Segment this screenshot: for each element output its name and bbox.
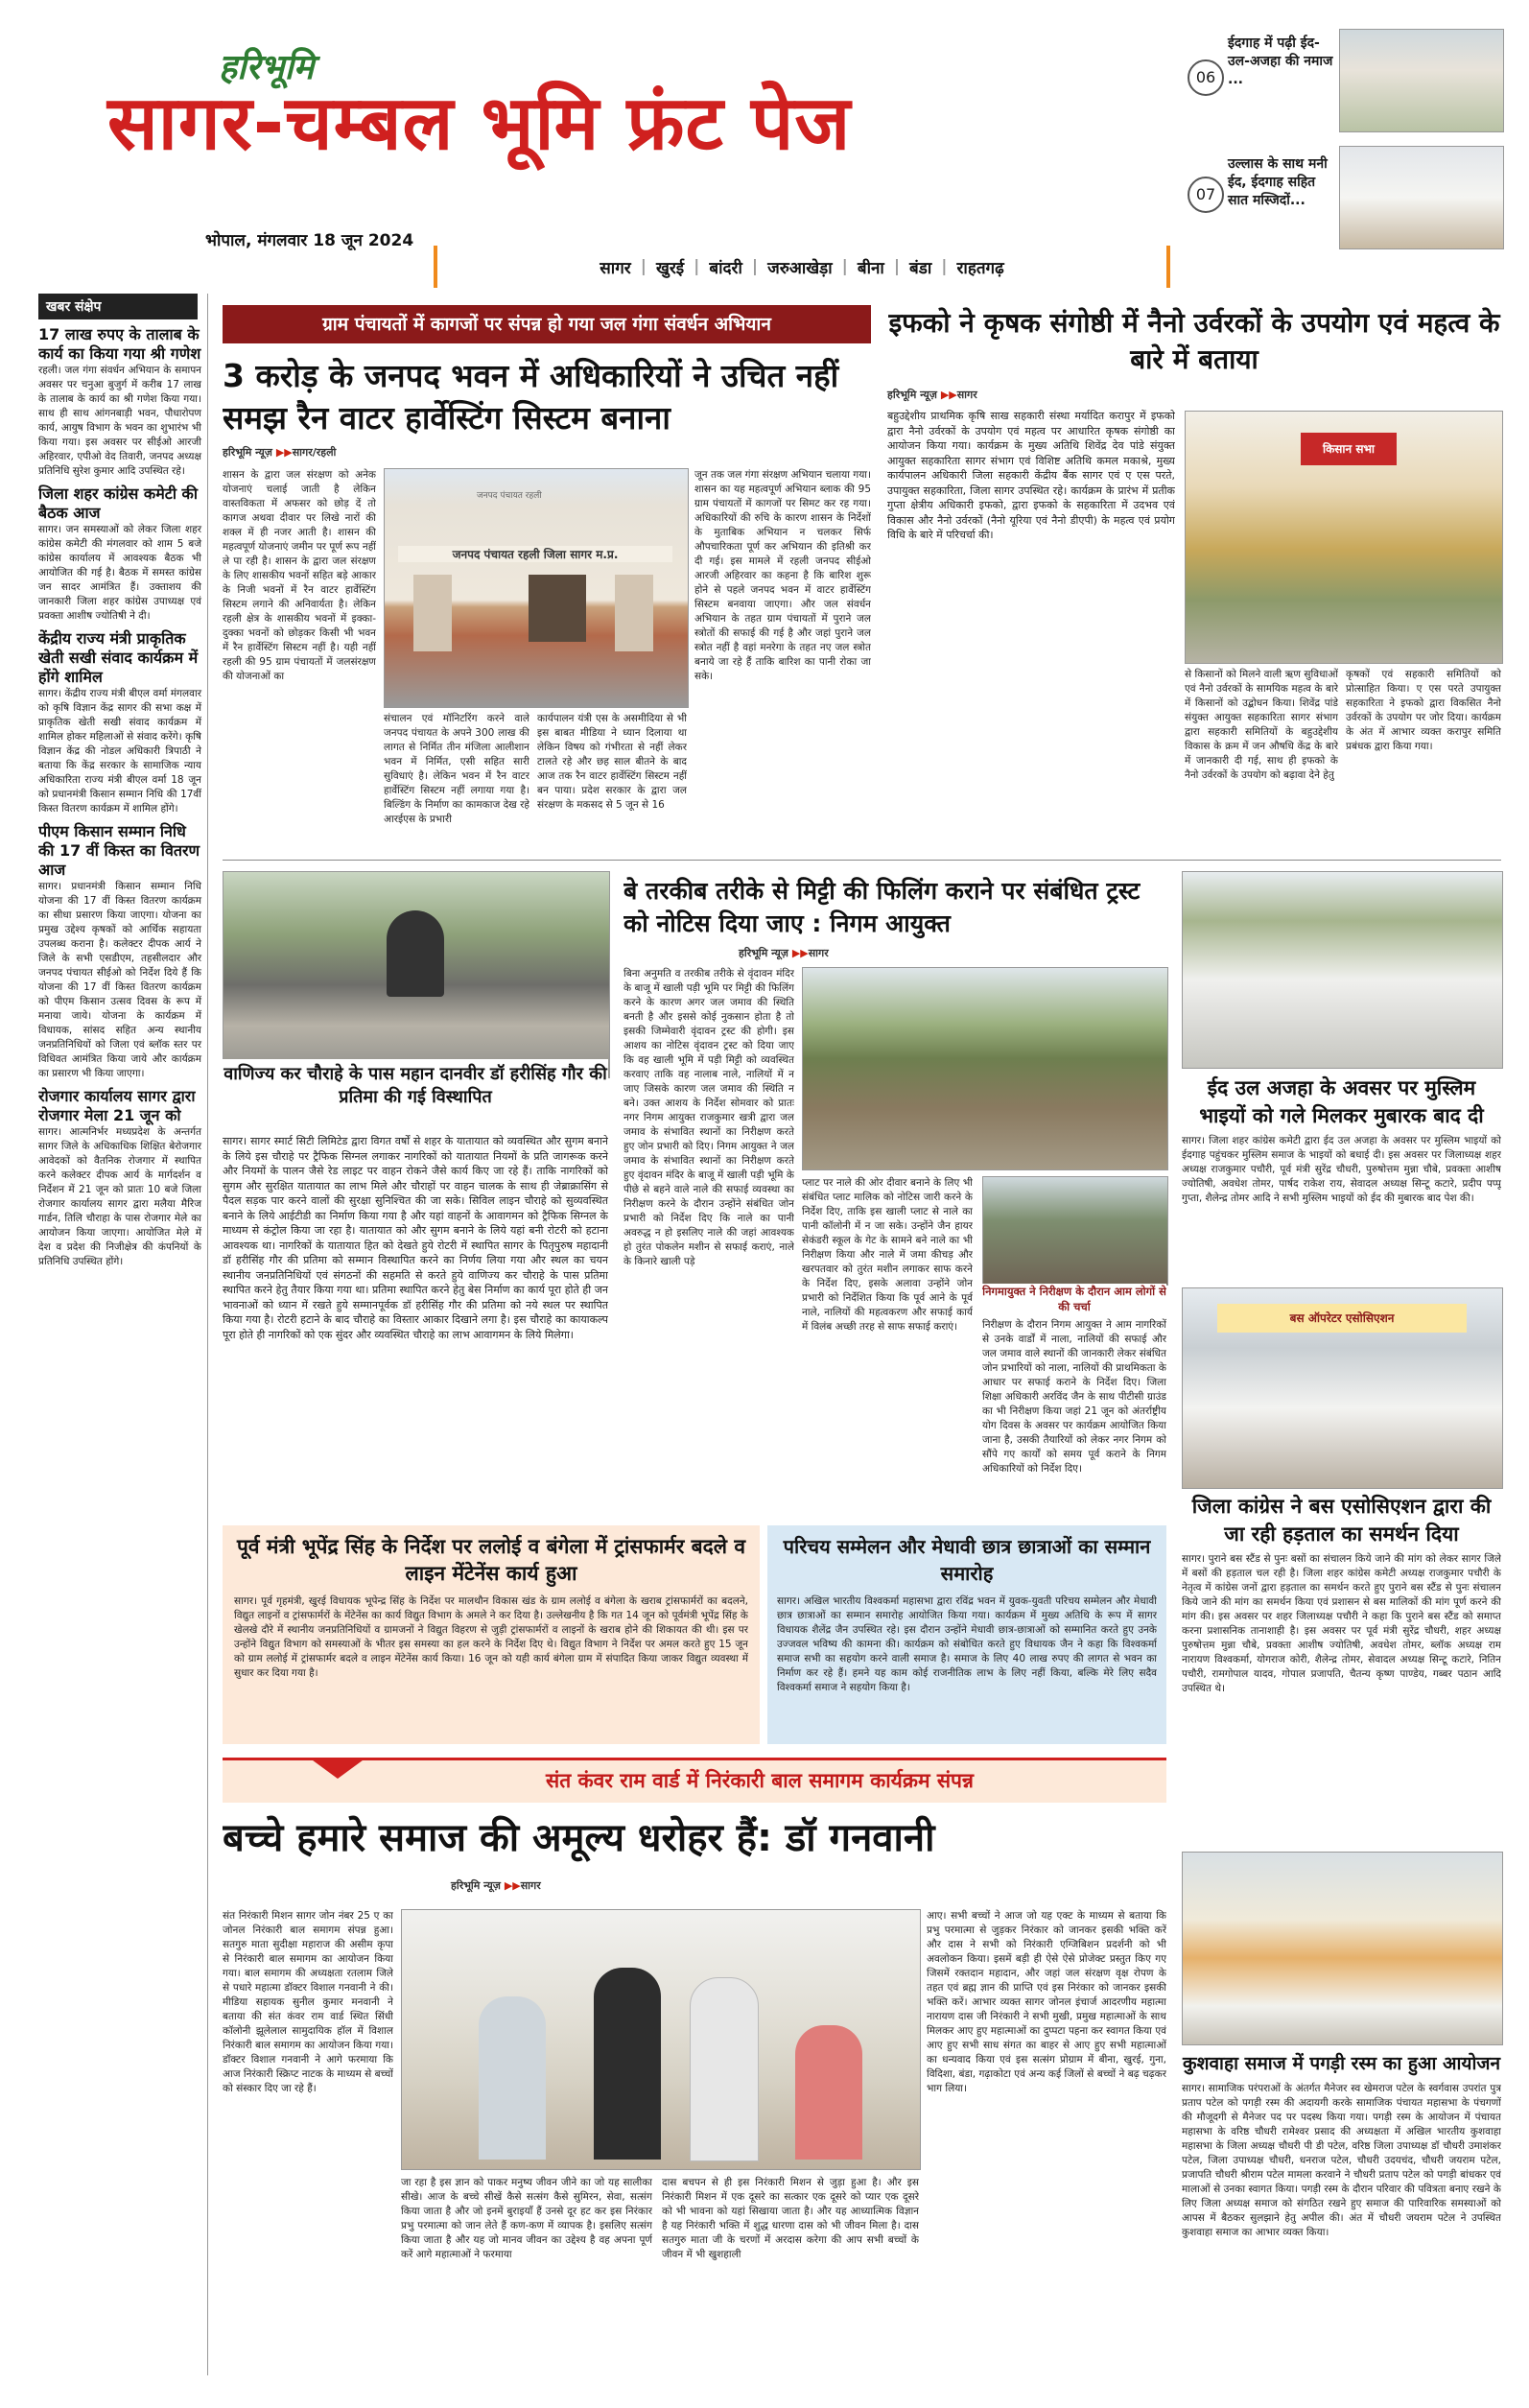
teaser-text: उल्लास के साथ मनी ईद, ईदगाह सहित सात मस्जिदों... (1228, 156, 1328, 208)
banner-text: संत कंवर राम वार्ड में निरंकारी बाल समागम कार्यक्रम संपन्न (546, 1769, 974, 1792)
brief-body: सागर। जन समस्याओं को लेकर जिला शहर कांग्रेस कमेटी की मंगलवार को शाम 5 बजे कांग्रेस कार्यालय में आवश्यक बैठक भी आयोजित की गई है। बैठक में समस्त कांग्रेस जन सादर आमंत्रित हैं। उक्ताशय की जानकारी जिला शहर कांग्रेस उपाध्यक्ष एवं प्रवक्ता आशीष ज्योतिषी ने दी। (38, 524, 201, 622)
brief-title: जिला शहर कांग्रेस कमेटी की बैठक आज (38, 484, 198, 522)
bus-strike-photo (1182, 1287, 1503, 1489)
story-column: शासन के द्वारा जल संरक्षण को अनेक योजनाएं चलाई जाती है लेकिन वास्तविकता में अफसर को छोड़ दें तो कागज अथवा दीवार पर लिखे नारों की शक्ल में ही नजर आती है। शासन की महत्वपूर्ण योजनाएं जमीन पर पूर्ण रूप नहीं ले पा रही है। शासन के द्वारा जल संरक्षण के लिए शासकीय भवनों सहित बड़े आकार के निजी भवनों में रैन वाटर हार्वेस्टिंग सिस्टम लगाने की अनिवार्यता है। लेकिन रहली क्षेत्र के शासकीय भवनों में इक्का-दुक्का भवनों को छोड़कर किसी भी भवन में रैन हार्वेस्टिंग सिस्टम नहीं है। यही नहीं रहली की 95 ग्राम पंचायतों में जलसंरक्षण की योजनाओं का (223, 469, 376, 682)
story-column: संचालन एवं मॉनिटरिंग करने वाले जनपद पंचायत के अपने 300 लाख की लागत से निर्मित तीन मंजिला आलीशान भवन में निर्मित, एसी सहित सारी सुविधाएं है। लेकिन भवन में रैन वाटर हार्वेस्टिंग सिस्टम नहीं लगाया गया है। बिल्डिंग के निर्माण का कामकाज देख रहे आरईएस के प्रभारी (384, 713, 529, 825)
story-column: आए। सभी बच्चों ने आज जो यह एक्ट के माध्यम से बताया कि प्रभु परमात्मा से जुड़कर निरंकार को जानकर इसकी भक्ति करें और दास ने सभी को निरंकारी एग्जिबिशन प्रदर्शनी को भी अवलोकन किया। इसमें बड़ी ही ऐसे ऐसे प्रोजेक्ट प्रस्तुत किए गए जिसमें रक्तदान महादान, और जहां जल संरक्षण वृक्ष रोपण के तहत एवं ब्रह्म ज्ञान की प्राप्ति एवं इस निरंकार को जानकर इसकी भक्ति करें। आभार व्यक्त सागर जोनल इंचार्ज आदरणीय महात्मा नारायण दास जी निरंकारी ने सभी मुखी, प्रमुख महात्माओं के साथ मिलकर आए हुए महात्माओं का दुप्पटा पहना कर स्वागत किया एवं आए हुए सभी साध संगत का बाहर से आए हुए सभी महात्माओं का धन्यवाद किया एवं इस सत्संग प्रोग्राम में बीना, खुरई, गुना, विदिशा, बंडा, गढ़ाकोटा एवं अन्य कई जिलों से बच्चों ने बढ़ चढ़कर भाग लिया। (927, 1910, 1166, 2094)
brief-title: रोजगार कार्यालय सागर द्वारा रोजगार मेला 21 जून को (38, 1087, 196, 1124)
brief-title: केंद्रीय राज्य मंत्री प्राकृतिक खेती सखी संवाद कार्यक्रम में होंगे शामिल (38, 629, 199, 686)
teaser-box[interactable] (1188, 29, 1504, 132)
section-item[interactable]: जरुआखेड़ा (767, 258, 833, 278)
section-item[interactable]: बांदरी (709, 258, 742, 278)
seminar-photo (1185, 411, 1503, 664)
story-headline[interactable]: कुशवाहा समाज में पगड़ी रस्म का हुआ आयोजन (1182, 2053, 1501, 2074)
brief-body: सागर। प्रधानमंत्री किसान सम्मान निधि योजना की 17 वीं किस्त वितरण कार्यक्रम का सीधा प्रसारण किया जाएगा। योजना का प्रमुख उद्देश्य कृषकों को आर्थिक सहायता उपलब्ध कराना है। कलेक्टर दीपक आर्य ने जिले के सभी एसडीएम, तहसीलदार और जनपद पंचायत सीईओ को निर्देश दिये हैं कि योजना की 17 वीं किस्त वितरण कार्यक्रम को पीएम किसान उत्सव दिवस के रूप में मनाया जाये। योजना के कार्यक्रम में विधायक, सांसद सहित अन्य स्थानीय जनप्रतिनिधियों को जिला एवं ब्लॉक स्तर पर विधिवत आमंत्रित किया जाये और कार्यक्रम का प्रसारण भी किया जाएगा। (38, 881, 201, 1079)
teaser-number: 06 (1188, 59, 1224, 96)
briefs-label: खबर संक्षेप (38, 294, 198, 319)
story-headline[interactable]: वाणिज्य कर चौराहे के पास महान दानवीर डॉ हरीसिंह गौर की प्रतिमा की गई विस्थापित (223, 1059, 608, 1113)
story-column: कार्यपालन यंत्री एस के असमीदिया से भी इस बाबत मीडिया ने ध्यान दिलाया था लेकिन विषय को गंभीरता से नहीं लेकर टालते रहे और छह साल बीतने के बाद आज तक रैन वाटर हार्वेस्टिंग सिस्टम नहीं बन पाया। प्रदेश सरकार के द्वारा जल संरक्षण के मकसद से 5 जून से 16 (537, 713, 687, 811)
brief-body: सागर। केंद्रीय राज्य मंत्री बीएल वर्मा मंगलवार को कृषि विज्ञान केंद्र सागर की सभा कक्ष में प्राकृतिक खेती सखी संवाद कार्यक्रम में शामिल होकर महिलाओं से संवाद करेंगे। कृषि विज्ञान केंद्र की नोडल अधिकारी त्रिपाठी ने बताया कि केंद्र सरकार के सामाजिक न्याय अधिकारिता राज्य मंत्री बीएल वर्मा 18 जून को प्रधानमंत्री किसान सम्मान निधि की 17वीं किस्त वितरण कार्यक्रम में शामिल होंगे। (38, 688, 201, 814)
story-headline[interactable]: 3 करोड़ के जनपद भवन में अधिकारियों ने उचित नहीं समझ रैन वाटर हार्वेस्टिंग सिस्टम बनाना (223, 357, 839, 437)
story-column: बहुउद्देशीय प्राथमिक कृषि साख सहकारी संस्था मर्यादित करापुर में इफको द्वारा नैनो उर्वरकों के उपयोग एवं महत्व पर आधारित कृषक संगोष्ठी का आयोजन किया गया। कार्यक्रम के मुख्य अतिथि शिवेंद्र देव पांडे संयुक्त आयुक्त सहकारिता सागर संभाग एवं विशिष्ट अतिथि कमल मकाश्रे, मुख्य कार्यपालन अधिकारी जिला सहकारी केंद्रीय बैंक सागर एवं ए एस परते, उपायुक्त सहकारिता, जिला सागर उपस्थित रहे। कार्यक्रम के प्रारंभ में प्रतीक गुप्ता क्षेत्रीय अधिकारी इफको, द्वारा इफको के सहकारिता में उदभव एवं विकास और नैनो उर्वरकों (नैनो यूरिया एवं नैनो डीएपी) के महत्व एवं प्रयोग विधि के बारे में परिचर्चा की। (887, 410, 1175, 541)
eid-photo (1182, 871, 1503, 1069)
samagam-photo (401, 1909, 921, 2170)
brand-logo: हरिभूमि (219, 48, 315, 87)
edition-date: भोपाल, मंगलवार 18 जून 2024 (205, 231, 414, 250)
byline: हरिभूमि न्यूज़ ▶▶सागर (451, 1879, 541, 1892)
story-headline[interactable]: पूर्व मंत्री भूपेंद्र सिंह के निर्देश पर ललोई व बंगेला में ट्रांसफार्मर बदले व लाइन मेंटेनेंस कार्य हुआ (236, 1535, 746, 1585)
section-nav: सागर | खुरई | बांदरी | जरुआखेड़ा | बीना | बंडा | राहतगढ़ (434, 246, 1170, 288)
photo-caption: निगमायुक्त ने निरीक्षण के दौरान आम लोगों से की चर्चा (982, 1285, 1166, 1313)
story-column: जा रहा है इस ज्ञान को पाकर मनुष्य जीवन जीने का जो यह सालीका सीखे। आज के बच्चे सीखें कैसे सत्संग कैसे सुमिरन, सेवा, सत्संग किया जाता है और जो इनमें बुराइयाँ हैं उनसे दूर हट कर इस निरंकार प्रभु परमात्मा को जान लेते हैं कण-कण में व्यापक है। इसलिए सत्संग किया जाता है और यह जो मानव जीवन का उद्देश्य है वह अपना पूर्ण करें आगे महात्माओं ने फरमाया (401, 2177, 652, 2260)
teaser-text: ईदगाह में पढ़ी ईद-उल-अजहा की नमाज ... (1228, 35, 1333, 87)
story-body: सागर। पुराने बस स्टैंड से पुनः बसों का संचालन किये जाने की मांग को लेकर सागर जिले में बसों की हड़ताल चल रही है। जिला शहर कांग्रेस कमेटी अध्यक्ष राजकुमार पचौरी के नेतृत्व में कांग्रेस जनों द्वारा हड़ताल का समर्थन करते हुए पुराने बस स्टैंड से पुनः संचालन किये जाने की मांग का समर्थन किया एवं प्रशासन से बस मालिकों की मांग पूर्ण करने की मांग की। इस अवसर पर शहर जिलाध्यक्ष पचौरी ने कहा कि पुराने बस स्टैंड को समाप्त करना प्रशासनिक तानाशाही है। इस अवसर पर पूर्व मंत्री सुरेंद्र चौधरी, शहर अध्यक्ष पुरुषोत्तम मुन्ना चौबे, प्रवक्ता आशीष ज्योतिषी, अवधेश तोमर, ब्लॉक अध्यक्ष राम नारायण विश्वकर्मा, योगराज कोरी, शैलेन्द्र तोमर, सेवादल अध्यक्ष सिन्टू कटारे, नितिन पचौरी, रामगोपाल यादव, गोपाल प्रजापति, चैतन्य कृष्ण पाण्डेय, गब्बर पठान आदि उपस्थित थे। (1182, 1553, 1501, 1694)
building-sign-top: जनपद पंचायत रहली (477, 491, 542, 501)
story-column: प्लाट पर नाले की ओर दीवार बनाने के लिए भी संबंधित प्लाट मालिक को नोटिस जारी करने के निर्देश दिए, ताकि इस खाली प्लाट से नाले का पानी कॉलोनी में न जा सके। उन्होंने जैन हायर सेकंडरी स्कूल के गेट के सामने बने नाले का भी निरीक्षण किया और नाले में जमा कीचड़ और खरपतवार को तुरंत मशीन लगाकर साफ करने के निर्देश दिए, इसके अलावा उन्होंने जोन प्रभारी को निर्देशित किया कि पूर्व आने के पूर्व नाले, नालियों की महत्वकरण और सफाई कार्य में विलंब अच्छी तरह से साफ सफाई कराएं। (802, 1177, 973, 1333)
section-item[interactable]: बीना (857, 258, 884, 278)
story-column: निरीक्षण के दौरान निगम आयुक्त ने आम नागरिकों से उनके वार्डों में नाला, नालियों की सफाई और जल जमाव वाले स्थानों की जानकारी लेकर संबंधित जोन प्रभारियों को नाला, नालियों की प्राथमिकता के आधार पर सफाई कराने के निर्देश दिए। जिला शिक्षा अधिकारी अरविंद जैन के साथ पीटीसी ग्राउंड का भी निरीक्षण किया जहां 21 जून को अंतर्राष्ट्रीय योग दिवस के अवसर पर कार्यक्रम आयोजित किया जाना है, उसकी तैयारियों को लेकर नगर निगम को सौंपे गए कार्यों को समय पूर्व कराने के निगम अधिकारियों को निर्देश दिए। (982, 1319, 1166, 1475)
page-title: सागर-चम्बल भूमि फ्रंट पेज (107, 81, 852, 167)
inspection-photo (802, 967, 1168, 1170)
story-column: जून तक जल गंगा संरक्षण अभियान चलाया गया। शासन का यह महत्वपूर्ण अभियान ब्लाक की 95 ग्राम पंचायतों में कागजों पर सिमट कर रह गया। अधिकारियों की रुचि के कारण शासन के निर्देशों के मुताबिक अभियान न चलकर सिर्फ औपचारिकता पूर्ण कर अभियान की इतिश्री कर दी गई। इस मामले में रहली जनपद सीईओ आरजी अहिरवार का कहना है कि बारिश शुरू होने से पहले जनपद भवन में वाटर हार्वेस्टिंग सिस्टम बनवाया जाएगा। और जल संवर्धन अभियान के तहत ग्राम पंचायतों में पुराने जल स्त्रोतों की सफाई की गई है और जहां पुराने जल स्त्रोत नहीं है वहां मनरेगा के तहत नए जल स्त्रोत बनाये जा रहे हैं ताकि बारिश का पानी रोका जा सके। (694, 469, 871, 682)
byline: हरिभूमि न्यूज़ ▶▶सागर/रहली (223, 446, 337, 459)
kushwaha-photo (1182, 1852, 1503, 2045)
section-item[interactable]: सागर (600, 258, 631, 278)
story-banner (223, 1758, 1166, 1803)
brief-body: सागर। आत्मनिर्भर मध्यप्रदेश के अन्तर्गत सागर जिले के अधिकाधिक शिक्षित बेरोजगार आवेदकों को वैतनिक रोजगार में स्थापित करने कलेक्टर दीपक आर्य के मार्गदर्शन व निर्देशन में 21 जून को प्रातः 10 बजे जिला रोजगार कार्यालय सागर द्वारा मलैया मैरिज गार्डन, तिलि चौराहा के पास रोजगार मेले का आयोजन किया जाएगा। आयोजित मेले में देश व प्रदेश की निजीक्षेत्र की कंपनियों के प्रतिनिधि उपस्थित होंगे। (38, 1126, 201, 1267)
teaser-photo (1339, 146, 1504, 249)
building-sign: जनपद पंचायत रहली जिला सागर म.प्र. (398, 546, 672, 562)
teaser-photo (1339, 29, 1504, 132)
byline: हरिभूमि न्यूज़ ▶▶सागर (887, 389, 977, 401)
brief-body: रहली। जल गंगा संवर्धन अभियान के समापन अवसर पर चनुआ बुजुर्ग में करीब 17 लाख के तालाब के कार्य का श्री गणेश किया गया। साथ ही साथ आंगनबाड़ी भवन, पौधारोपण कार्य, आयुष विभाग के भवन का शुभारंभ भी किया गया। इस अवसर पर सीईओ आरजी अहिरवार, एपीओ वेद तिवारी, जनपद अध्यक्ष प्रतिनिधि सुरेश कुमार आदि उपस्थित रहे। (38, 365, 201, 477)
building-photo (384, 468, 689, 708)
story-headline[interactable]: बे तरकीब तरीके से मिट्टी की फिलिंग कराने पर संबंधित ट्रस्ट को नोटिस दिया जाए : निगम आयुक्त (623, 877, 1141, 937)
story-body: सागर। सागर स्मार्ट सिटी लिमिटेड द्वारा विगत वर्षों से शहर के यातायात को व्यवस्थित और सुगम बनाने के लिये इस चौराहे पर ट्रैफिक सिग्नल लगाकर नागरिकों को यातायात नियमों के प्रति जागरूक करने और नियमों के पालन जैसे रेड लाइट पर वाहन रोकने जैसे कार्य किए जा रहे हैं। ताकि नागरिकों को सुगम और सुरक्षित यातायात का लाभ मिले और चौराहों पर वाहन चालक के साथ ही जेब्राक्रासिंग से पैदल सड़क पार करने वालों की सुरक्षा सुनिश्चित की जा सके। सिविल लाइन चौराहे को सुव्यवस्थित बनाने के लिये आईटीडी का निर्माण किया गया है और यहां वाहनों के आवागमन को ट्रैफिक सिग्नल के माध्यम से कंट्रोल किया जा रहा है। यातायात को और सुगम बनाने के लिये यहां बनी रोटरी को हटाना आवश्यक था। नागरिकों के यातायात हित को देखते हुये रोटरी में स्थापित सागर के पितृपुरुष महादानी डॉ हरीसिंह गौर की प्रतिमा को सम्मान विस्थापित करने का निर्णय लिया गया और स्थल का चयन स्थानीय जनप्रतिनिधियों एवं संगठनों की सहमति से करते हुये वाणिज्य कर चौराहे के पास प्रतिमा स्थापित करने हेतु तैयार किया गया था। प्रतिमा स्थापित करने हेतु बेस निर्माण का कार्य पूरा होते ही जन भावनाओं को ध्यान में रखते हुये सम्मानपूर्वक डॉ हरीसिंह गौर की प्रतिमा को नये स्थल पर स्थापित किया गया है। रोटरी हटाने के बाद चौराहे का विस्तार आकार दिखाने लगा है। इस चौराहे का कायाकल्प पूरा होते ही नागरिकों को एक सुंदर और व्यवस्थित चौराहे का लाभ आवागमन के लिये मिलेगा। (223, 1135, 608, 1341)
section-item[interactable]: बंडा (909, 258, 932, 278)
story-headline[interactable]: ईद उल अजहा के अवसर पर मुस्लिम भाइयों को गले मिलकर मुबारक बाद दी (1199, 1076, 1484, 1127)
story-column: दास बचपन से ही इस निरंकारी मिशन से जुड़ा हुआ है। और इस निरंकारी मिशन में एक दूसरे का सत्कार एक दूसरे को प्यार एक दूसरे को भी भावना को यहां सिखाया जाता है। और यह आध्यात्मिक विज्ञान है यह निरंकारी भक्ति में शुद्ध धारणा दास को भी जीवन मिला है। दास सतगुरु माता जी के चरणों में अरदास करेगा की आप सभी बच्चों के जीवन में भी खुशहाली (662, 2177, 919, 2260)
byline: हरिभूमि न्यूज़ ▶▶सागर (739, 947, 829, 959)
inspection-photo-2 (982, 1176, 1168, 1286)
story-body: सागर। अखिल भारतीय विश्वकर्मा महासभा द्वारा रविंद्र भवन में युवक-युवती परिचय सम्मेलन और मेधावी छात्र छात्राओं का सम्मान समारोह आयोजित किया गया। कार्यक्रम में मुख्य अतिथि के रूप में सागर विधायक शैलेंद्र जैन उपस्थित रहे। इस दौरान उन्होंने मेधावी छात्र-छात्राओं को सम्मानित करते हुए उनके उज्जवल भविष्य की कामना की। कार्यक्रम को संबोधित करते हुए विधायक जैन ने कहा कि विश्वकर्मा समाज सभी का सहयोग करने वाली समाज है। समाज के लिए 40 लाख रुपए की लागत से भवन का निर्माण कर रहे हैं। हमने यह काम कोई राजनीतिक लाभ के लिए नहीं किया, बल्कि मेरे लिए सदैव विश्वकर्मा समाज ने सहयोग किया है। (777, 1595, 1157, 1693)
story-column: से किसानों को मिलने वाली ऋण सुविधाओं एवं नैनो उर्वरकों के सामयिक महत्व के बारे में किसानों को उद्बोधन किया। शिवेंद्र पांडे संयुक्त आयुक्त सहकारिता सागर संभाग द्वारा सहकारी समितियों के बहुउद्देशीय विकास के क्रम में जन औषधि केंद्र के बारे में जानकारी दी गई, साथ ही इफको के नैनो उर्वरकों के उपयोग को बढ़ावा देने हेतु (1185, 669, 1338, 781)
story-column: बिना अनुमति व तरकीब तरीके से वृंदावन मंदिर के बाजू में खाली पड़ी भूमि पर मिट्टी की फिलिंग करने के कारण अगर जल जमाव की स्थिति बनती है और इससे कोई नुकसान होता है तो इसकी जिम्मेवारी वृंदावन ट्रस्ट की होगी। इस आशय का नोटिस वृंदावन ट्रस्ट को दिया जाए कि वह खाली भूमि में पड़ी मिट्टी को व्यवस्थित करवाए ताकि वह नालाब नाले, नालियों में न जाए जिसके कारण जल जमाव की स्थिति न बने। उक्त आशय के निर्देश सोमवार को प्रातः नगर निगम आयुक्त राजकुमार खत्री द्वारा जल जमाव के संभावित स्थानों का निरीक्षण करते हुए जोन प्रभारी को दिए। निगम आयुक्त ने जल जमाव के संभावित स्थानों का निरीक्षण करते हुए वृंदावन मंदिर के बाजू में खाली पड़ी भूमि के पीछे से बहने वाले नाले की सफाई व्यवस्था का निरीक्षण करने के दौरान उन्होंने संबंधित जोन प्रभारी को निर्देश दिए कि नाले का पानी अवरुद्ध न हो इसलिए नाले की जहां आवश्यक हो तुरंत पोकलेन मशीन से सफाई कराएं, नाले के किनारे खाली पड़े (623, 968, 794, 1267)
bus-banner: बस ऑपरेटर एसोसिएशन (1217, 1304, 1467, 1333)
story-headline[interactable]: जिला कांग्रेस ने बस एसोसिएशन द्वारा की जा रही हड़ताल का समर्थन दिया (1191, 1495, 1492, 1546)
story-column: कृषकों एवं सहकारी समितियों को प्रोत्साहित किया। ए एस परते उपायुक्त सहकारिता ने इफको द्वारा विकसित नैनो उर्वरकों के उपयोग पर जोर दिया। कार्यक्रम के अंत में आभार व्यक्त करापुर समिति प्रबंधक द्वारा किया गया। (1346, 669, 1501, 752)
story-headline[interactable]: बच्चे हमारे समाज की अमूल्य धरोहर हैं: डॉ गनवानी (223, 1816, 935, 1860)
story-headline[interactable]: परिचय सम्मेलन और मेधावी छात्र छात्राओं का सम्मान समारोह (783, 1535, 1151, 1585)
story-banner: ग्राम पंचायतों में कागजों पर संपन्न हो गया जल गंगा संवर्धन अभियान (223, 305, 871, 343)
story-headline[interactable]: इफको ने कृषक संगोष्ठी में नैनो उर्वरकों के उपयोग एवं महत्व के बारे में बताया (888, 307, 1500, 375)
story-body: सागर। सामाजिक परंपराओं के अंतर्गत मैनेजर स्व खेमराज पटेल के स्वर्गवास उपरांत पुत्र प्रताप पटेल को पगड़ी रस्म की अदायगी करके सामाजिक पंचायत महासभा के पंचगणों की मौजूदगी से मैनेजर पद पर पदस्थ किया गया। पगड़ी रस्म के आयोजन में पंचायत महासभा के वरिष्ठ चौधरी रामेश्वर प्रसाद की अध्यक्षता में अखिल भारतीय कुशवाहा महासभा के जिला अध्यक्ष चौधरी पी डी पटेल, वरिष्ठ जिला उपाध्यक्ष डॉ चौधरी उमाशंकर पटेल, जिला उपाध्यक्ष चौधरी, धनराज पटेल, चौधरी उदयचंद, चौधरी जयराम पटेल, प्रजापति चौधरी श्रीराम पटेल मामला करवाने ने चौधरी प्रताप पटेल को पगड़ी बांधकर एवं मालाओं से उनका स्वागत किया। पगड़ी रस्म के दौरान परिवार की पवित्रता बनाए रखने के लिए जिला अध्यक्ष समाज को संगठित रखने हुए समाज की पारिवारिक समस्याओं को आपस में बैठकर सुलझाने हेतु अपील की। अंत में चौधरी जयराम पटेल ने उपस्थित कुशवाहा समाज का आभार व्यक्त किया। (1182, 2083, 1501, 2238)
story-body: सागर। जिला शहर कांग्रेस कमेटी द्वारा ईद उल अजहा के अवसर पर मुस्लिम भाइयों को ईदगाह पहुंचकर मुस्लिम समाज के भाइयों को बधाई दी। इस अवसर पर जिलाध्यक्ष शहर अध्यक्ष राजकुमार पचौरी, पूर्व मंत्री सुरेंद्र चौधरी, पुरुषोत्तम मुन्ना चौबे, प्रवक्ता आशीष ज्योतिषी, अवधेश तोमर, पार्षद राकेश राय, सेवादल अध्यक्ष सिन्टू कटारे, प्रदीप पप्पू गुप्ता, शैलेन्द्र तोमर आदि ने सभी मुस्लिम भाइयों को ईद की मुबारक बाद पेश की। (1182, 1135, 1501, 1204)
story-box (767, 1525, 1166, 1744)
teaser-box[interactable] (1188, 146, 1504, 249)
section-item[interactable]: खुरई (655, 258, 685, 278)
briefs-column (38, 294, 208, 2375)
statue-photo (223, 871, 610, 1078)
brief-title: 17 लाख रुपए के तालाब के कार्य का किया गया श्री गणेश (38, 325, 201, 363)
brief-title: पीएम किसान सम्मान निधि की 17 वीं किस्त का वितरण आज (38, 822, 200, 879)
story-box (223, 1525, 760, 1744)
section-item[interactable]: राहतगढ़ (956, 258, 1004, 278)
seminar-banner: किसान सभा (1301, 433, 1397, 465)
story-column: संत निरंकारी मिशन सागर जोन नंबर 25 ए का जोनल निरंकारी बाल समागम संपन्न हुआ। सतगुरु माता सुदीक्षा महाराज की असीम कृपा से निरंकारी बाल समागम का आयोजन किया गया। बाल समागम की अध्यक्षता रतलाम जिले से पधारे महात्मा डॉक्टर विशाल गनवानी ने की। मीडिया सहायक सुनील कुमार मनवानी ने बताया की संत कंवर राम वार्ड स्थित सिंधी कॉलोनी झूलेलाल सामुदायिक हॉल में विशाल निरंकारी बाल समागम का आयोजन किया गया। डॉक्टर विशाल गनवानी ने आगे फरमाया कि आज निरंकारी स्क्रिप्ट नाटक के माध्यम से बच्चों को संस्कार दिए जा रहे हैं। (223, 1910, 393, 2094)
story-body: सागर। पूर्व गृहमंत्री, खुरई विधायक भूपेन्द्र सिंह के निर्देश पर मालथौन विकास खंड के ग्राम ललोई व बंगेला के खराब ट्रांसफार्मरों का बदलने, विद्युत लाइनों व ट्रांसफार्मरों के मेंटेनेंस का कार्य विद्युत विभाग के अमले ने कर दिया है। उल्लेखनीय है कि गत 14 जून को पूर्वमंत्री भूपेंद्र सिंह के खेलखे दौरे में स्थानीय जनप्रतिनिधियों व ग्रामजनों ने विद्युत विहरण से जुड़ी ट्रांसफार्मरों व लाइनों के खराब होने की शिकायत की थी। इस पर उन्होंने विद्युत विभाग को समस्याओं के भीतर इस समस्या का हल करने के निर्देश दिए थे। विद्युत विभाग ने निर्देश पर अमल करते हुए 15 जून को ग्राम ललोई में ट्रांसफार्मर बदले व लाइन मेंटेनेंस कार्य किया। 16 जून को यही कार्य बंगेला ग्राम में संपादित किया जाकर विद्युत व्यवस्था में सुधार कर दिया गया है। (234, 1595, 748, 1679)
teaser-number: 07 (1188, 177, 1224, 213)
